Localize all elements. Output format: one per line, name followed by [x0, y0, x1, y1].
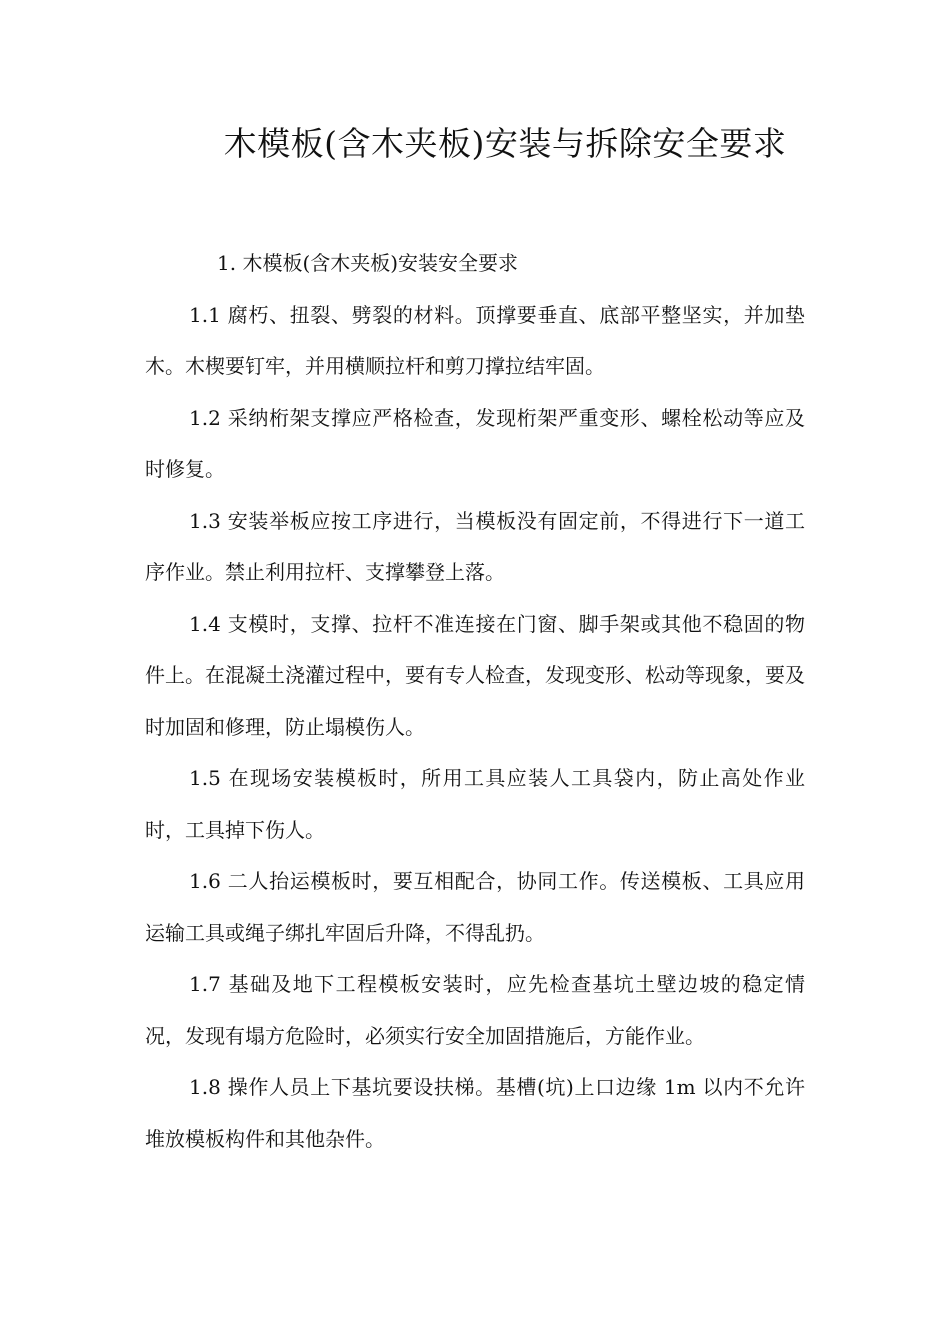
paragraph-1-2: 1.2 采纳桁架支撑应严格检查，发现桁架严重变形、螺栓松动等应及时修复。: [145, 405, 805, 481]
document-body: [145, 238, 805, 1165]
paragraph-1-1: 1.1 腐朽、扭裂、劈裂的材料。顶撑要垂直、底部平整坚实，并加垫木。木楔要钉牢，并用横顺拉杆和剪刀撑拉结牢固。: [145, 302, 805, 378]
paragraph-1-4: 1.4 支模时，支撑、拉杆不准连接在门窗、脚手架或其他不稳固的物件上。在混凝土浇灌过程中，要有专人检查，发现变形、松动等现象，要及时加固和修理，防止塌模伤人。: [145, 611, 805, 739]
paragraph-1-6: 1.6 二人抬运模板时，要互相配合，协同工作。传送模板、工具应用运输工具或绳子绑扎牢固后升降，不得乱扔。: [145, 869, 805, 945]
paragraph-1-3: 1.3 安装举板应按工序进行，当模板没有固定前，不得进行下一道工序作业。禁止利用拉杆、支撑攀登上落。: [145, 508, 805, 584]
paragraph-1-5: 1.5 在现场安装模板时，所用工具应装人工具袋内，防止高处作业时，工具掉下伤人。: [145, 766, 805, 842]
section-heading: 1. 木模板(含木夹板)安装安全要求: [217, 251, 519, 275]
paragraph-1-7: 1.7 基础及地下工程模板安装时，应先检查基坑土壁边坡的稳定情况，发现有塌方危险时，必须实行安全加固措施后，方能作业。: [145, 972, 805, 1048]
paragraph-1-8: 1.8 操作人员上下基坑要设扶梯。基槽(坑)上口边缘 1m 以内不允许堆放模板构件和其他杂件。: [145, 1075, 805, 1151]
document-title: 木模板(含木夹板)安装与拆除安全要求: [223, 124, 787, 163]
